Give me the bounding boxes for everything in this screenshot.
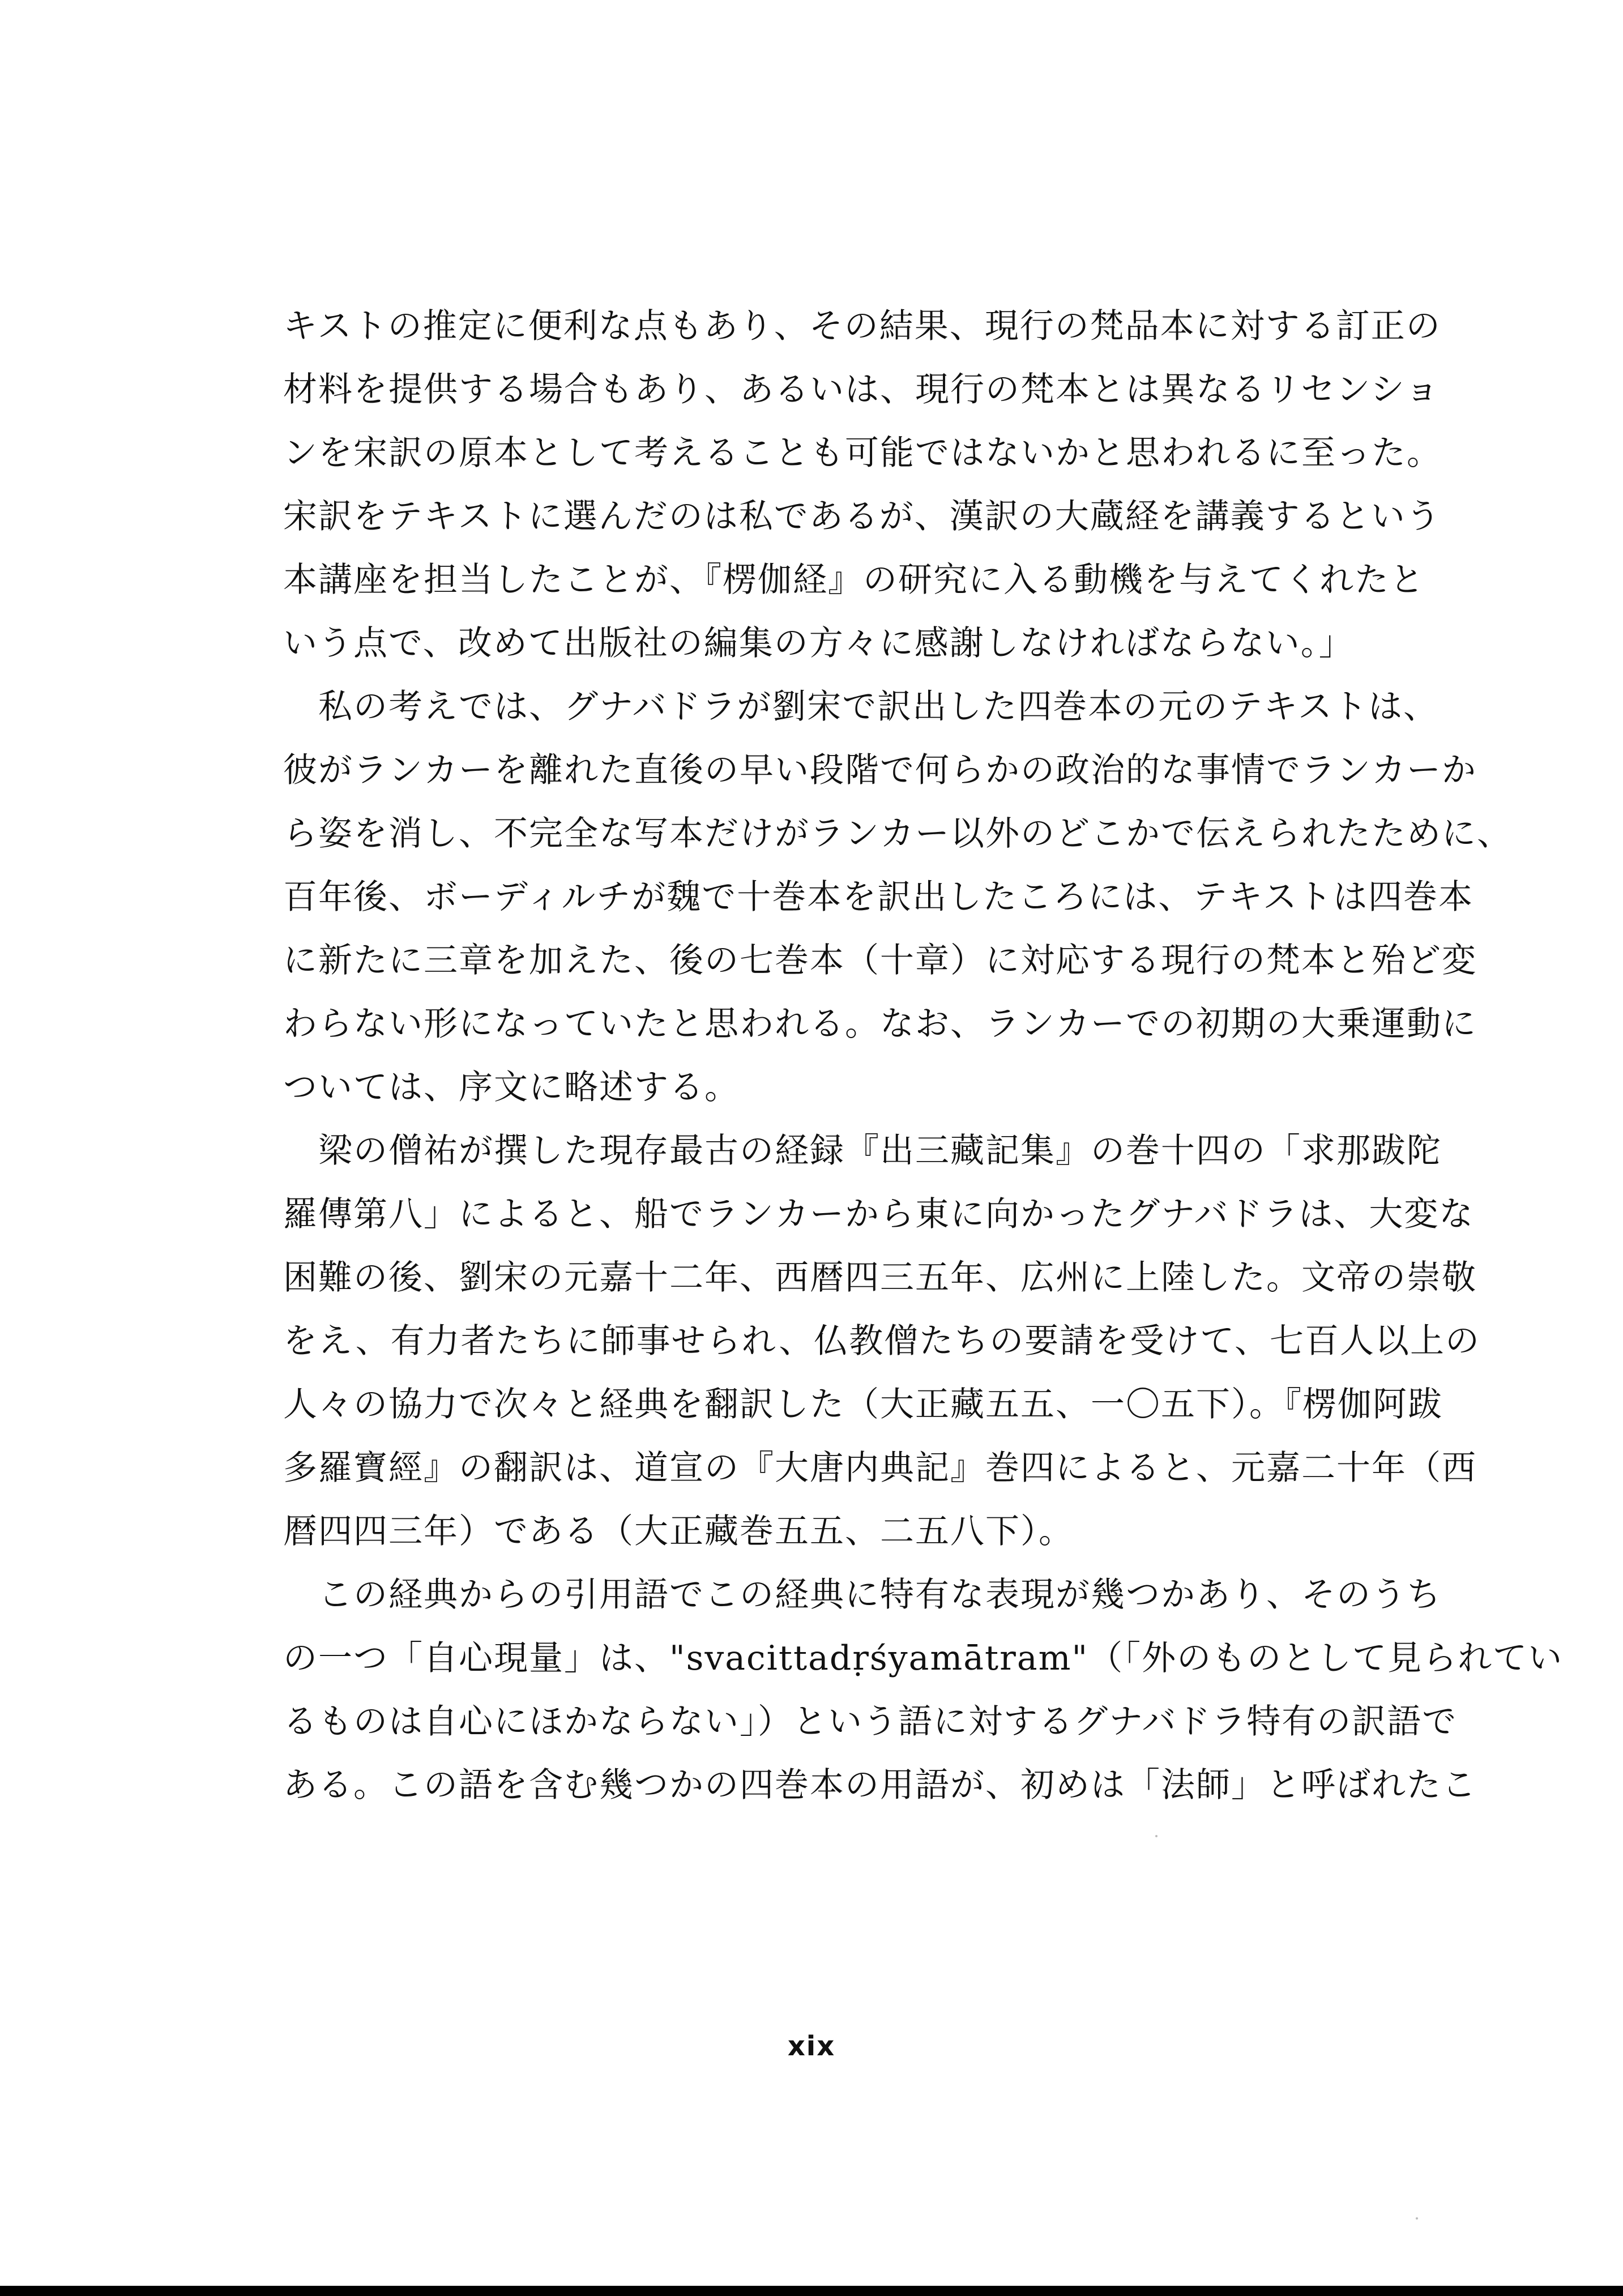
scan-speck bbox=[1155, 1835, 1158, 1837]
text-line: 材料を提供する場合もあり、あるいは、現行の梵本とは異なるリセンショ bbox=[283, 370, 1440, 409]
text-line: 羅傳第八」によると、船でランカーから東に向かったグナバドラは、大変な bbox=[283, 1194, 1475, 1234]
text-line: 彼がランカーを離れた直後の早い段階で何らかの政治的な事情でランカーか bbox=[283, 750, 1477, 790]
text-line: ある。この語を含む幾つかの四巻本の用語が、初めは「法師」と呼ばれたこ bbox=[283, 1765, 1477, 1805]
scan-speck bbox=[1416, 2217, 1418, 2220]
text-line: 百年後、ボーディルチが魏で十巻本を訳出したころには、テキストは四巻本 bbox=[283, 877, 1473, 917]
text-line: 多羅寶經』の翻訳は、道宣の『大唐内典記』巻四によると、元嘉二十年（西 bbox=[283, 1448, 1477, 1488]
text-line: いう点で、改めて出版社の編集の方々に感謝しなければならない。」 bbox=[283, 624, 1354, 663]
text-line: キストの推定に便利な点もあり、その結果、現行の梵品本に対する訂正の bbox=[283, 306, 1441, 346]
text-line: この経典からの引用語でこの経典に特有な表現が幾つかあり、そのうち bbox=[283, 1575, 1442, 1615]
text-line: ンを宋訳の原本として考えることも可能ではないかと思われるに至った。 bbox=[283, 433, 1442, 473]
text-line: 本講座を担当したことが、『楞伽経』の研究に入る動機を与えてくれたと bbox=[283, 560, 1425, 600]
text-line: 梁の僧祐が撰した現存最古の経録『出三藏記集』の巻十四の「求那跋陀 bbox=[283, 1131, 1442, 1171]
text-line: ら姿を消し、不完全な写本だけがランカー以外のどこかで伝えられたために、 bbox=[283, 814, 1512, 853]
text-line: をえ、有力者たちに師事せられ、仏教僧たちの要請を受けて、七百人以上の bbox=[283, 1321, 1480, 1361]
text-line: わらない形になっていたと思われる。なお、ランカーでの初期の大乗運動に bbox=[283, 1004, 1477, 1044]
text-line: 暦四四三年）である（大正藏巻五五、二五八下）。 bbox=[283, 1512, 1074, 1551]
text-line: の一つ「自心現量」は、"svacittadṛśyamātram"（「外のものとして見られてい bbox=[283, 1638, 1564, 1678]
text-line: 私の考えでは、グナバドラが劉宋で訳出した四巻本の元のテキストは、 bbox=[283, 687, 1438, 727]
text-line: ついては、序文に略述する。 bbox=[283, 1068, 740, 1107]
text-line: 人々の協力で次々と経典を翻訳した（大正藏五五、一〇五下）。『楞伽阿跋 bbox=[283, 1385, 1443, 1424]
page-number: xix bbox=[787, 2030, 836, 2062]
scan-bottom-edge bbox=[0, 2286, 1623, 2296]
text-line: に新たに三章を加えた、後の七巻本（十章）に対応する現行の梵本と殆ど変 bbox=[283, 941, 1477, 980]
text-line: るものは自心にほかならない」）という語に対するグナバドラ特有の訳語で bbox=[283, 1702, 1458, 1742]
text-line: 宋訳をテキストに選んだのは私であるが、漢訳の大蔵経を講義するという bbox=[283, 497, 1441, 536]
text-line: 困難の後、劉宋の元嘉十二年、西暦四三五年、広州に上陸した。文帝の崇敬 bbox=[283, 1258, 1477, 1298]
